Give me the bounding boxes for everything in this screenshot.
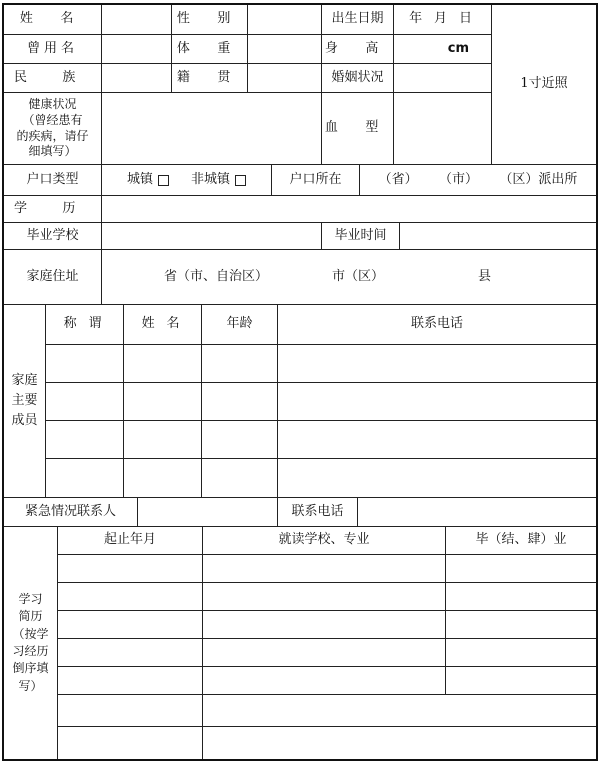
study-header-status: 毕（结、肆）业 — [446, 527, 596, 555]
study-cell[interactable] — [203, 555, 446, 583]
study-cell[interactable] — [446, 639, 596, 667]
study-cell[interactable] — [203, 583, 446, 611]
family-cell[interactable] — [124, 383, 202, 421]
emergency-contact-field[interactable] — [138, 498, 278, 527]
family-cell[interactable] — [278, 345, 596, 383]
study-cell[interactable] — [58, 555, 203, 583]
weight-field[interactable] — [248, 35, 322, 64]
emergency-phone-label: 联系电话 — [278, 498, 358, 527]
urban-label: 城镇 — [126, 171, 153, 187]
study-cell[interactable] — [446, 555, 596, 583]
marital-label: 婚姻状况 — [322, 64, 394, 93]
emergency-phone-field[interactable] — [358, 498, 596, 527]
non-urban-option[interactable] — [191, 172, 246, 188]
height-label: 身 高 — [322, 35, 394, 64]
study-cell[interactable] — [203, 667, 446, 695]
name-field[interactable] — [102, 5, 172, 35]
hukou-location-label: 户口所在 — [272, 165, 360, 196]
hukou-city: （市） — [438, 171, 478, 187]
non-urban-label: 非城镇 — [191, 171, 231, 187]
emergency-contact-label: 紧急情况联系人 — [4, 498, 138, 527]
family-cell[interactable] — [46, 383, 124, 421]
gender-field[interactable] — [248, 5, 322, 35]
ethnicity-field[interactable] — [102, 64, 172, 93]
study-cell[interactable] — [58, 611, 203, 639]
study-cell[interactable] — [203, 611, 446, 639]
study-cell[interactable] — [446, 583, 596, 611]
study-cell[interactable] — [446, 667, 596, 695]
study-cell[interactable] — [203, 639, 446, 667]
study-cell[interactable] — [58, 639, 203, 667]
family-members-label: 家庭 主要 成员 — [4, 305, 46, 498]
study-cell[interactable] — [203, 695, 596, 727]
gender-label: 性 别 — [172, 5, 248, 35]
family-header-age: 年龄 — [202, 305, 278, 345]
study-cell[interactable] — [446, 611, 596, 639]
family-cell[interactable] — [46, 459, 124, 498]
health-label: 健康状况 （曾经患有 的疾病，请仔 细填写） — [4, 93, 102, 165]
hukou-type-options — [102, 165, 272, 196]
school-field[interactable] — [102, 223, 322, 250]
address-field[interactable] — [102, 250, 596, 305]
family-header-relation: 称 谓 — [46, 305, 124, 345]
grad-time-field[interactable] — [400, 223, 596, 250]
weight-label: 体 重 — [172, 35, 248, 64]
family-cell[interactable] — [124, 459, 202, 498]
marital-field[interactable] — [394, 64, 492, 93]
family-header-name: 姓 名 — [124, 305, 202, 345]
degree-field[interactable] — [102, 196, 596, 223]
photo-area[interactable]: 1寸近照 — [492, 5, 596, 165]
study-cell[interactable] — [58, 667, 203, 695]
family-cell[interactable] — [124, 345, 202, 383]
family-cell[interactable] — [124, 421, 202, 459]
hukou-location-field[interactable] — [360, 165, 596, 196]
address-city: 市（区） — [332, 268, 385, 284]
family-cell[interactable] — [278, 459, 596, 498]
blood-type-field[interactable] — [394, 93, 492, 165]
urban-checkbox[interactable] — [158, 175, 169, 186]
birth-date-label: 出生日期 — [322, 5, 394, 35]
grad-time-label: 毕业时间 — [322, 223, 400, 250]
non-urban-checkbox[interactable] — [235, 175, 246, 186]
family-cell[interactable] — [202, 345, 278, 383]
family-cell[interactable] — [202, 383, 278, 421]
family-cell[interactable] — [278, 421, 596, 459]
address-label: 家庭住址 — [4, 250, 102, 305]
address-province: 省（市、自治区） — [164, 268, 269, 284]
study-cell[interactable] — [58, 727, 203, 759]
blood-type-label: 血 型 — [322, 93, 394, 165]
study-history-label: 学习 简历 （按学 习经历 倒序填 写） — [4, 527, 58, 759]
family-cell[interactable] — [202, 421, 278, 459]
hukou-police-station: （区）派出所 — [499, 171, 578, 187]
health-field[interactable] — [102, 93, 322, 165]
hukou-type-label: 户口类型 — [4, 165, 102, 196]
ethnicity-label: 民 族 — [4, 64, 102, 93]
height-unit: cm — [447, 40, 469, 56]
study-cell[interactable] — [203, 727, 596, 759]
family-cell[interactable] — [46, 345, 124, 383]
study-cell[interactable] — [58, 695, 203, 727]
study-header-school: 就读学校、专业 — [203, 527, 446, 555]
family-cell[interactable] — [46, 421, 124, 459]
school-label: 毕业学校 — [4, 223, 102, 250]
study-cell[interactable] — [58, 583, 203, 611]
used-name-label: 曾用名 — [4, 35, 102, 64]
height-field[interactable] — [394, 35, 492, 64]
hukou-province: （省） — [378, 171, 418, 187]
degree-label: 学 历 — [4, 196, 102, 223]
family-cell[interactable] — [278, 383, 596, 421]
family-cell[interactable] — [202, 459, 278, 498]
address-county: 县 — [478, 268, 492, 284]
registration-form — [2, 3, 598, 761]
family-header-phone: 联系电话 — [278, 305, 596, 345]
used-name-field[interactable] — [102, 35, 172, 64]
native-place-field[interactable] — [248, 64, 322, 93]
study-header-period: 起止年月 — [58, 527, 203, 555]
birth-date-field[interactable]: 年 月 日 — [394, 5, 492, 35]
native-place-label: 籍 贯 — [172, 64, 248, 93]
name-label: 姓 名 — [4, 5, 102, 35]
urban-option[interactable] — [127, 172, 169, 188]
